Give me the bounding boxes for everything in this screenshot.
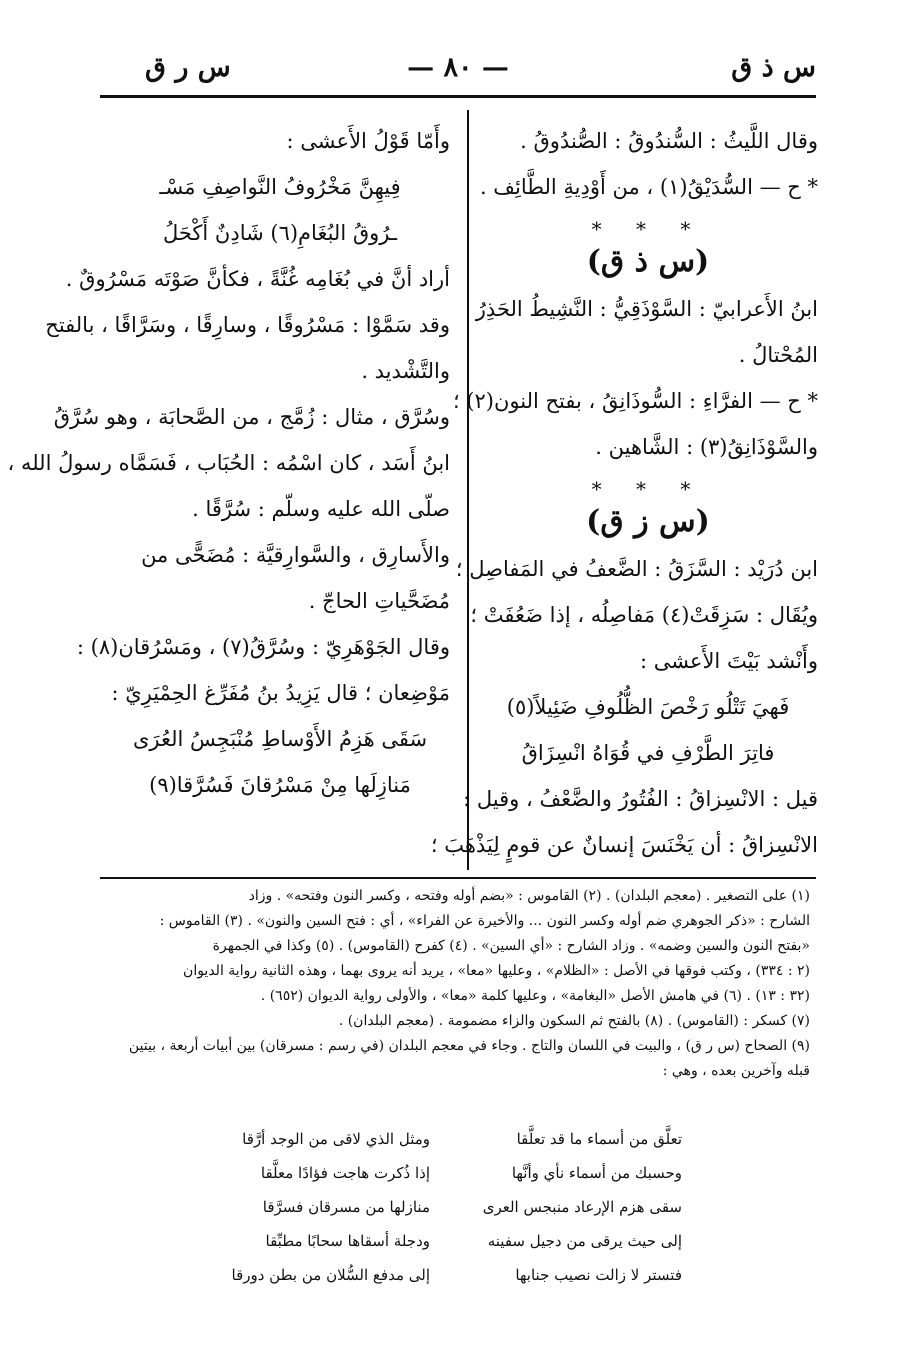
entry-heading-sdhq: (س ذ ق) bbox=[586, 244, 710, 279]
text-line: * ح — الفرَّاءِ : السُّوذَانِقُ ، بفتح النون(٢) ؛ bbox=[452, 389, 818, 413]
text-line: وقد سَمَّوْا : مَسْرُوقًا ، وسارِقًا ، وسَرَّاقًا ، بالفتح bbox=[45, 313, 450, 337]
text-line: أراد أنَّ في بُغَامِه غُنَّةً ، فكأنَّ صَوْتَه مَسْرُوقٌ . bbox=[65, 267, 450, 291]
header-root-left: س ر ق bbox=[145, 52, 231, 83]
verse-line: ـرُوقُ البُغَامِ(٦) شَادِنٌ أَكْحَلُ bbox=[162, 221, 398, 245]
footnote-line: الشارح : «ذكر الجوهري ضم أوله وكسر النون ... والأخيرة عن الفراء» ، أي : فتح السين والنون» . (٣) القاموس : bbox=[159, 913, 810, 929]
poem-hemistich-second: منازلها من مسرقان فسرَّقا bbox=[262, 1198, 430, 1216]
poem-verse bbox=[110, 1266, 810, 1300]
poem-verse bbox=[110, 1164, 810, 1198]
footnote-line: (٣٢ : ١٣) . (٦) في هامش الأصل «البغامة» ، وعليها كلمة «معا» ، والأولى رواية الديوان (٦٥٢) . bbox=[260, 988, 810, 1004]
header-root-right: س ذ ق bbox=[731, 52, 816, 83]
footnote-line: (٢ : ٣٣٤) ، وكتب فوقها في الأصل : «الظلام» ، وعليها «معا» ، يريد أنه يروى بهما ، وهذه الثانية رواية الديوان bbox=[183, 963, 810, 979]
header-rule bbox=[100, 95, 816, 98]
text-line: والتَّشْديد . bbox=[361, 359, 450, 383]
text-line: ابنُ أَسَد ، كان اسْمُه : الحُبَاب ، فَسَمَّاه رسولُ الله ، bbox=[7, 451, 450, 475]
poem-hemistich-first: وحسبك من أسماء نأي وأنَّها bbox=[511, 1164, 682, 1182]
poem-hemistich-first: فتستر لا زالت نصيب جنابها bbox=[515, 1266, 682, 1284]
entry-heading-szq: (س ز ق) bbox=[586, 504, 710, 539]
poem-hemistich-second: ومثل الذي لاقى من الوجد أرَّقا bbox=[242, 1130, 430, 1148]
poem-hemistich-first: تعلَّق من أسماء ما قد تعلَّقا bbox=[516, 1130, 682, 1148]
section-stars: * * * bbox=[591, 477, 705, 501]
footnotes bbox=[110, 884, 810, 1084]
verse-line: فاتِرَ الطَّرْفِ في قُوَاهُ انْسِزَاقُ bbox=[521, 741, 775, 765]
page-number: — ٨٠ — bbox=[407, 52, 509, 83]
poem-hemistich-second: إذا ذُكرت هاجت فؤادًا معلَّقا bbox=[260, 1164, 430, 1182]
verse-line: فِيهِنَّ مَخْرُوفُ النَّواصِفِ مَسْـ bbox=[159, 175, 401, 199]
poem-verse bbox=[110, 1198, 810, 1232]
text-line: قيل : الانْسِزاقُ : الفُتُورُ والضَّعْفُ ، وقيل : bbox=[463, 787, 818, 811]
text-line: وأَنْشد بَيْتَ الأَعشى : bbox=[639, 649, 818, 673]
text-line: وأَمّا قَوْلُ الأَعشى : bbox=[286, 129, 450, 153]
column-divider bbox=[467, 110, 469, 870]
text-line: ابنُ الأَعرابيّ : السَّوْذَقِيُّ : النَّشِيطُ الحَذِرُ bbox=[475, 297, 818, 321]
text-line: صلّى الله عليه وسلّم : سُرَّقًا . bbox=[192, 497, 450, 521]
poem-verse bbox=[110, 1130, 810, 1164]
page-header bbox=[100, 52, 816, 92]
text-line: ابن دُرَيْد : السَّزَقُ : الضَّعفُ في المَفاصِل ؛ bbox=[455, 557, 818, 581]
verse-line: سَقَى هَزِمُ الأَوْساطِ مُنْبَجِسُ العُرَى bbox=[132, 727, 428, 751]
text-line: مُضَحَّياتِ الحاجّ . bbox=[308, 589, 450, 613]
text-line: الانْسِزاقُ : أن يَخْنَسَ إنسانٌ عن قومٍ لِيَذْهَبَ ؛ bbox=[430, 833, 818, 857]
text-line: مَوْضِعان ؛ قال يَزِيدُ بنُ مُفَرِّغ الحِمْيَرِيّ : bbox=[111, 681, 450, 705]
footnote-line: (٩) الصحاح (س ر ق) ، والبيت في اللسان والتاج . وجاء في معجم البلدان (في رسم : مسرقان) بين أبيات أربعة ، بيتين bbox=[128, 1038, 810, 1054]
poem-hemistich-second: إلى مدفع السُّلان من بطن دورقا bbox=[231, 1266, 430, 1284]
poem-verse bbox=[110, 1232, 810, 1266]
poem-hemistich-first: إلى حيث يرقى من دجيل سفينه bbox=[487, 1232, 682, 1250]
text-line: * ح — السُّدَيْقُ(١) ، من أَوْدِيةِ الطَّائِف . bbox=[479, 175, 818, 199]
text-line: وقال الجَوْهَرِيّ : وسُرَّقُ(٧) ، ومَسْرُقان(٨) : bbox=[76, 635, 450, 659]
text-line: والأَسارِق ، والسَّوارِقيَّة : مُضَحًّى من bbox=[141, 543, 450, 567]
section-stars: * * * bbox=[591, 217, 705, 241]
footnote-line: قبله وآخرين بعده ، وهي : bbox=[662, 1063, 810, 1079]
text-line: وسُرَّق ، مثال : زُمَّج ، من الصَّحابَة ، وهو سُرَّقُ bbox=[53, 405, 450, 429]
verse-line: فَهيَ تَتْلُو رَخْصَ الظُّلُوفِ ضَئِيلاً(٥) bbox=[506, 695, 790, 719]
right-column bbox=[430, 128, 818, 878]
text-line: المُحْتالُ . bbox=[738, 343, 818, 367]
left-column bbox=[7, 128, 450, 818]
footnote-line: (١) على التصغير . (معجم البلدان) . (٢) القاموس : «بضم أوله وفتحه ، وكسر النون وفتحه» . وزاد bbox=[248, 888, 810, 904]
footnote-rule bbox=[100, 877, 816, 879]
text-line: وقال اللَّيثُ : السُّندُوقُ : الصُّندُوقُ . bbox=[520, 129, 818, 153]
poem-hemistich-first: سقى هزم الإرعاد منبجس العرى bbox=[482, 1198, 682, 1216]
footnote-poem bbox=[110, 1130, 810, 1300]
text-line: والسَّوْذَانِقُ(٣) : الشَّاهين . bbox=[595, 435, 818, 459]
footnote-line: (٧) كسكر : (القاموس) . (٨) بالفتح ثم السكون والزاء مضمومة . (معجم البلدان) . bbox=[338, 1013, 810, 1029]
text-line: ويُقَال : سَزِقَتْ(٤) مَفاصِلُه ، إذا ضَعُفَتْ ؛ bbox=[470, 603, 818, 627]
poem-hemistich-second: ودجلة أسقاها سحابًا مطبِّقا bbox=[265, 1232, 430, 1250]
verse-line: مَنازِلَها مِنْ مَسْرُقانَ فَسُرَّقا(٩) bbox=[149, 773, 411, 797]
footnote-line: «بفتح النون والسين وضمه» . وزاد الشارح : «أي السين» . (٤) كفرح (القاموس) . (٥) وكذا في الجمهرة bbox=[212, 938, 810, 954]
